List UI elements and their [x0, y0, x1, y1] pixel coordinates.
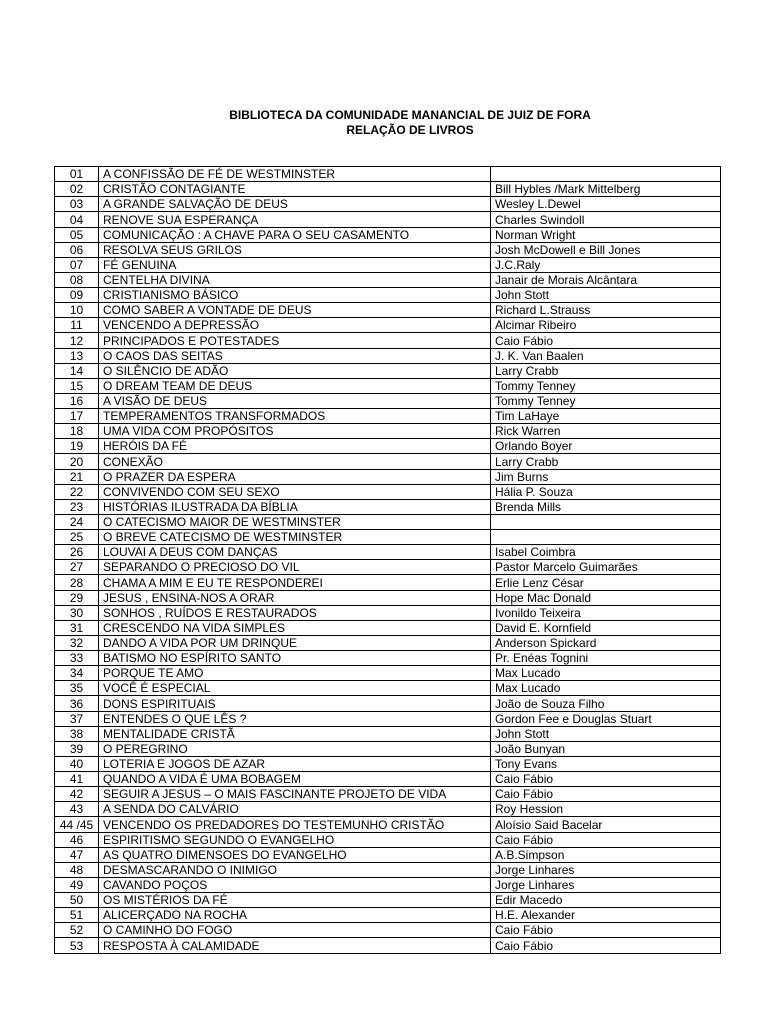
book-title: FÉ GENUINA [99, 257, 491, 272]
table-row [55, 787, 721, 802]
book-number: 43 [55, 802, 99, 817]
book-title: HISTÓRIAS ILUSTRADA DA BÍBLIA [99, 499, 491, 514]
book-title: CONEXÃO [99, 454, 491, 469]
book-number: 02 [55, 182, 99, 197]
book-title: HERÓIS DA FÉ [99, 439, 491, 454]
book-number: 05 [55, 227, 99, 242]
book-title: A CONFISSÃO DE FÉ DE WESTMINSTER [99, 167, 491, 182]
table-row [55, 560, 721, 575]
book-title: SEPARANDO O PRECIOSO DO VIL [99, 560, 491, 575]
book-author: H.E. Alexander [491, 908, 721, 923]
book-author: Tony Evans [491, 756, 721, 771]
book-title: O SILÊNCIO DE ADÃO [99, 363, 491, 378]
book-author: Pastor Marcelo Guimarães [491, 560, 721, 575]
book-title: QUANDO A VIDA É UMA BOBAGEM [99, 772, 491, 787]
book-author [491, 167, 721, 182]
book-author: Caio Fábio [491, 938, 721, 953]
book-number: 47 [55, 847, 99, 862]
book-author: Isabel Coimbra [491, 545, 721, 560]
book-number: 35 [55, 681, 99, 696]
book-author: Tommy Tenney [491, 393, 721, 408]
book-number: 10 [55, 303, 99, 318]
table-row [55, 212, 721, 227]
book-number: 40 [55, 756, 99, 771]
table-row [55, 303, 721, 318]
book-number: 07 [55, 257, 99, 272]
book-author: Caio Fábio [491, 832, 721, 847]
book-author: Wesley L.Dewel [491, 197, 721, 212]
table-row [55, 817, 721, 832]
book-title: COMO SABER A VONTADE DE DEUS [99, 303, 491, 318]
book-author: João de Souza Filho [491, 696, 721, 711]
book-number: 11 [55, 318, 99, 333]
book-title: MENTALIDADE CRISTÃ [99, 726, 491, 741]
book-title: RENOVE SUA ESPERANÇA [99, 212, 491, 227]
book-number: 41 [55, 772, 99, 787]
table-row [55, 318, 721, 333]
book-number: 06 [55, 242, 99, 257]
book-list-table [54, 166, 721, 954]
table-row [55, 741, 721, 756]
book-number: 18 [55, 424, 99, 439]
table-row [55, 711, 721, 726]
book-author: Tommy Tenney [491, 378, 721, 393]
table-row [55, 635, 721, 650]
book-number: 04 [55, 212, 99, 227]
book-number: 33 [55, 651, 99, 666]
book-number: 44 /45 [55, 817, 99, 832]
book-title: CENTELHA DIVINA [99, 272, 491, 287]
book-author: Alcimar Ribeiro [491, 318, 721, 333]
book-number: 46 [55, 832, 99, 847]
book-number: 34 [55, 666, 99, 681]
book-author: Hália P. Souza [491, 484, 721, 499]
book-title: CRESCENDO NA VIDA SIMPLES [99, 620, 491, 635]
book-number: 22 [55, 484, 99, 499]
table-row [55, 726, 721, 741]
table-row [55, 378, 721, 393]
book-author: Hope Mac Donald [491, 590, 721, 605]
book-title: DONS ESPIRITUAIS [99, 696, 491, 711]
table-row [55, 348, 721, 363]
book-author: Ivonildo Teixeira [491, 605, 721, 620]
book-number: 15 [55, 378, 99, 393]
book-title: COMUNICAÇÃO : A CHAVE PARA O SEU CASAMENTO [99, 227, 491, 242]
book-list-body [55, 167, 721, 954]
book-author: Norman Wright [491, 227, 721, 242]
book-author: Richard L.Strauss [491, 303, 721, 318]
table-row [55, 272, 721, 287]
book-author: A.B.Simpson [491, 847, 721, 862]
table-row [55, 756, 721, 771]
table-row [55, 590, 721, 605]
table-row [55, 545, 721, 560]
table-row [55, 681, 721, 696]
book-title: ALICERÇADO NA ROCHA [99, 908, 491, 923]
book-author: John Stott [491, 288, 721, 303]
book-title: O CAOS DAS SEITAS [99, 348, 491, 363]
book-number: 30 [55, 605, 99, 620]
table-row [55, 182, 721, 197]
table-row [55, 333, 721, 348]
book-author: Max Lucado [491, 681, 721, 696]
table-row [55, 847, 721, 862]
book-author: Larry Crabb [491, 363, 721, 378]
book-title: ESPIRITISMO SEGUNDO O EVANGELHO [99, 832, 491, 847]
table-row [55, 938, 721, 953]
document-title: BIBLIOTECA DA COMUNIDADE MANANCIAL DE JUIZ DE FORA [229, 108, 591, 122]
table-row [55, 923, 721, 938]
table-row [55, 393, 721, 408]
book-number: 24 [55, 514, 99, 529]
book-title: O BREVE CATECISMO DE WESTMINSTER [99, 530, 491, 545]
book-author: Pr. Enéas Tognini [491, 651, 721, 666]
book-title: CRISTÃO CONTAGIANTE [99, 182, 491, 197]
book-title: AS QUATRO DIMENSOES DO EVANGELHO [99, 847, 491, 862]
book-number: 31 [55, 620, 99, 635]
document-subtitle: RELAÇÃO DE LIVROS [346, 123, 474, 137]
document-header [0, 108, 768, 138]
book-author: John Stott [491, 726, 721, 741]
book-author: Caio Fábio [491, 923, 721, 938]
table-row [55, 802, 721, 817]
book-author: Tim LaHaye [491, 409, 721, 424]
book-title: O DREAM TEAM DE DEUS [99, 378, 491, 393]
book-number: 16 [55, 393, 99, 408]
book-author: João Bunyan [491, 741, 721, 756]
book-number: 09 [55, 288, 99, 303]
table-row [55, 499, 721, 514]
table-row [55, 651, 721, 666]
book-number: 19 [55, 439, 99, 454]
book-title: DANDO A VIDA POR UM DRINQUE [99, 635, 491, 650]
book-number: 52 [55, 923, 99, 938]
book-title: RESPOSTA À CALAMIDADE [99, 938, 491, 953]
book-author: Rick Warren [491, 424, 721, 439]
book-author: J. K. Van Baalen [491, 348, 721, 363]
book-author: Brenda Mills [491, 499, 721, 514]
book-title: PORQUE TE AMO [99, 666, 491, 681]
book-author: Jorge Linhares [491, 862, 721, 877]
book-author: Anderson Spickard [491, 635, 721, 650]
book-title: CHAMA A MIM E EU TE RESPONDEREI [99, 575, 491, 590]
book-title: SEGUIR A JESUS – O MAIS FASCINANTE PROJETO DE VIDA [99, 787, 491, 802]
book-author: Edir Macedo [491, 893, 721, 908]
table-row [55, 666, 721, 681]
book-title: JESUS , ENSINA-NOS A ORAR [99, 590, 491, 605]
book-number: 23 [55, 499, 99, 514]
book-title: BATISMO NO ESPÍRITO SANTO [99, 651, 491, 666]
book-number: 29 [55, 590, 99, 605]
book-number: 36 [55, 696, 99, 711]
book-author: Janair de Morais Alcântara [491, 272, 721, 287]
table-row [55, 530, 721, 545]
book-title: A VISÃO DE DEUS [99, 393, 491, 408]
table-row [55, 227, 721, 242]
book-title: CONVIVENDO COM SEU SEXO [99, 484, 491, 499]
table-row [55, 424, 721, 439]
book-title: UMA VIDA COM PROPÓSITOS [99, 424, 491, 439]
table-row [55, 575, 721, 590]
table-row [55, 439, 721, 454]
book-number: 12 [55, 333, 99, 348]
book-number: 50 [55, 893, 99, 908]
book-title: VENCENDO A DEPRESSÃO [99, 318, 491, 333]
table-row [55, 484, 721, 499]
book-number: 08 [55, 272, 99, 287]
table-row [55, 197, 721, 212]
book-author: Caio Fábio [491, 772, 721, 787]
book-title: RESOLVA SEUS GRILOS [99, 242, 491, 257]
book-author: Charles Swindoll [491, 212, 721, 227]
book-number: 27 [55, 560, 99, 575]
book-author: Bill Hybles /Mark Mittelberg [491, 182, 721, 197]
book-author: Caio Fábio [491, 787, 721, 802]
book-number: 48 [55, 862, 99, 877]
book-author: Orlando Boyer [491, 439, 721, 454]
book-number: 38 [55, 726, 99, 741]
book-title: CRISTIANISMO BÁSICO [99, 288, 491, 303]
table-row [55, 288, 721, 303]
table-row [55, 620, 721, 635]
book-title: O CATECISMO MAIOR DE WESTMINSTER [99, 514, 491, 529]
book-title: LOTERIA E JOGOS DE AZAR [99, 756, 491, 771]
book-author: Erlie Lenz César [491, 575, 721, 590]
table-row [55, 908, 721, 923]
book-title: A SENDA DO CALVÁRIO [99, 802, 491, 817]
book-title: O PEREGRINO [99, 741, 491, 756]
table-row [55, 862, 721, 877]
book-number: 20 [55, 454, 99, 469]
book-number: 13 [55, 348, 99, 363]
book-title: VENCENDO OS PREDADORES DO TESTEMUNHO CRISTÃO [99, 817, 491, 832]
table-row [55, 832, 721, 847]
book-author: David E. Kornfield [491, 620, 721, 635]
book-title: O CAMINHO DO FOGO [99, 923, 491, 938]
book-author: J.C.Raly [491, 257, 721, 272]
table-row [55, 605, 721, 620]
book-number: 21 [55, 469, 99, 484]
book-author: Larry Crabb [491, 454, 721, 469]
book-author: Max Lucado [491, 666, 721, 681]
book-author: Aloísio Said Bacelar [491, 817, 721, 832]
book-title: O PRAZER DA ESPERA [99, 469, 491, 484]
book-author [491, 530, 721, 545]
book-author: Roy Hession [491, 802, 721, 817]
book-number: 26 [55, 545, 99, 560]
book-author [491, 514, 721, 529]
book-author: Jim Burns [491, 469, 721, 484]
table-row [55, 167, 721, 182]
book-title: TEMPERAMENTOS TRANSFORMADOS [99, 409, 491, 424]
book-title: ENTENDES O QUE LÊS ? [99, 711, 491, 726]
table-row [55, 409, 721, 424]
book-number: 39 [55, 741, 99, 756]
table-row [55, 696, 721, 711]
table-row [55, 454, 721, 469]
book-number: 49 [55, 877, 99, 892]
book-title: SONHOS , RUÍDOS E RESTAURADOS [99, 605, 491, 620]
book-number: 51 [55, 908, 99, 923]
book-number: 37 [55, 711, 99, 726]
book-title: VOCÊ É ESPECIAL [99, 681, 491, 696]
book-title: LOUVAI A DEUS COM DANÇAS [99, 545, 491, 560]
table-row [55, 363, 721, 378]
book-number: 25 [55, 530, 99, 545]
book-title: PRINCIPADOS E POTESTADES [99, 333, 491, 348]
book-number: 53 [55, 938, 99, 953]
book-title: DESMASCARANDO O INIMIGO [99, 862, 491, 877]
book-number: 28 [55, 575, 99, 590]
book-title: OS MISTÉRIOS DA FÉ [99, 893, 491, 908]
book-author: Gordon Fee e Douglas Stuart [491, 711, 721, 726]
book-title: CAVANDO POÇOS [99, 877, 491, 892]
book-number: 14 [55, 363, 99, 378]
book-author: Jorge Linhares [491, 877, 721, 892]
table-row [55, 772, 721, 787]
book-number: 17 [55, 409, 99, 424]
table-row [55, 257, 721, 272]
book-title: A GRANDE SALVAÇÃO DE DEUS [99, 197, 491, 212]
book-author: Josh McDowell e Bill Jones [491, 242, 721, 257]
table-row [55, 514, 721, 529]
book-author: Caio Fábio [491, 333, 721, 348]
book-number: 01 [55, 167, 99, 182]
book-number: 42 [55, 787, 99, 802]
table-row [55, 893, 721, 908]
table-row [55, 469, 721, 484]
table-row [55, 877, 721, 892]
book-number: 32 [55, 635, 99, 650]
book-number: 03 [55, 197, 99, 212]
table-row [55, 242, 721, 257]
